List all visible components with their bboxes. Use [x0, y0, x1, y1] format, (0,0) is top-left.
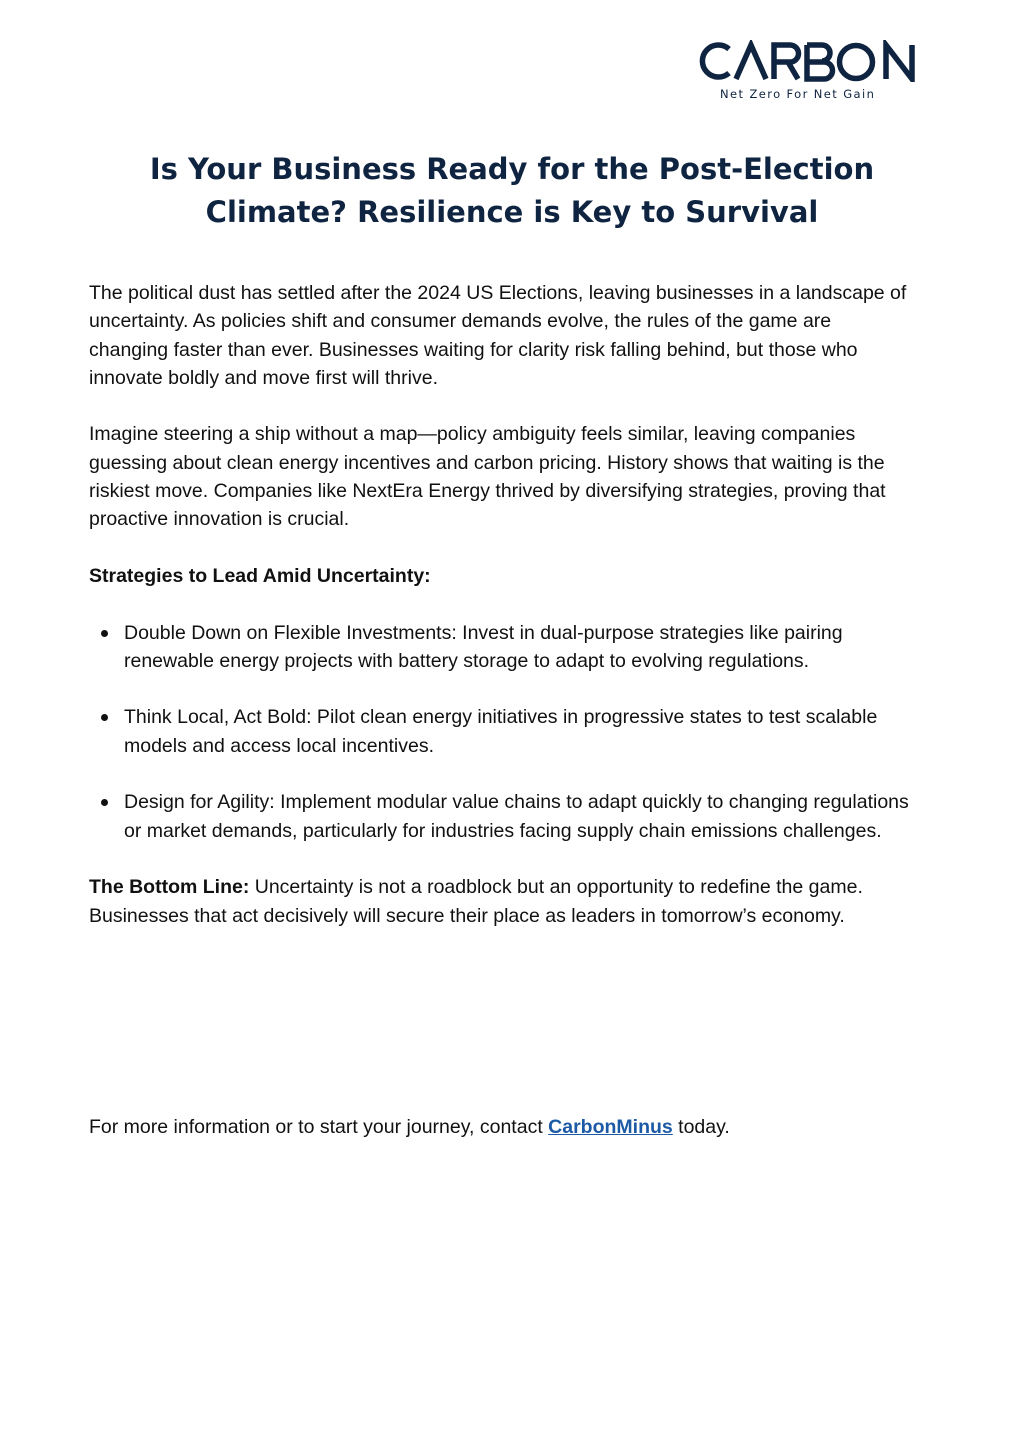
carbon-logo: [696, 40, 922, 102]
bullet-icon: [101, 714, 108, 721]
bullet-icon: [101, 799, 108, 806]
strategies-list: [89, 619, 909, 845]
brand-tagline: Net Zero For Net Gain: [720, 87, 876, 101]
contact-line: [89, 1113, 909, 1141]
bottom-line-text: Uncertainty is not a roadblock but an opportunity to redefine the game. Businesses that act decisively will secure their place as leaders in tomorrow’s economy.: [89, 876, 863, 927]
strategy-text: Double Down on Flexible Investments: Invest in dual-purpose strategies like pairing renewable energy projects with battery storage to adapt to evolving regulations.: [124, 621, 843, 672]
article-body: [89, 279, 909, 930]
strategy-text: Think Local, Act Bold: Pilot clean energy initiatives in progressive states to test scalable models and access local incentives.: [124, 706, 878, 757]
strategy-item: [89, 788, 909, 845]
bullet-icon: [101, 630, 108, 637]
strategy-item: [89, 619, 909, 676]
context-paragraph: Imagine steering a ship without a map—policy ambiguity feels similar, leaving companies guessing about clean energy incentives and carbon pricing. History shows that waiting is the riskiest move. Companies like NextEra Energy thrived by diversifying strategies, proving that proactive innovation is crucial.: [89, 423, 886, 531]
strategies-heading: Strategies to Lead Amid Uncertainty:: [89, 564, 431, 587]
bottom-line-label: The Bottom Line:: [89, 876, 250, 899]
intro-paragraph: The political dust has settled after the 2024 US Elections, leaving businesses in a landscape of uncertainty. As policies shift and consumer demands evolve, the rules of the game are changing faster than ever. Businesses waiting for clarity risk falling behind, but those who innovate boldly and move first will thrive.: [89, 282, 907, 389]
strategy-item: [89, 703, 909, 760]
carbonminus-link[interactable]: CarbonMinus: [548, 1116, 673, 1138]
strategy-text: Design for Agility: Implement modular value chains to adapt quickly to changing regulations or market demands, particularly for industries facing supply chain emissions challenges.: [124, 791, 909, 842]
carbon-wordmark-logo: [696, 40, 922, 82]
bottom-line-paragraph: [89, 873, 909, 930]
contact-suffix: today.: [672, 1116, 730, 1138]
contact-prefix: For more information or to start your journey, contact: [89, 1116, 549, 1138]
article-title: Is Your Business Ready for the Post-Election Climate? Resilience is Key to Survival: [149, 152, 875, 229]
